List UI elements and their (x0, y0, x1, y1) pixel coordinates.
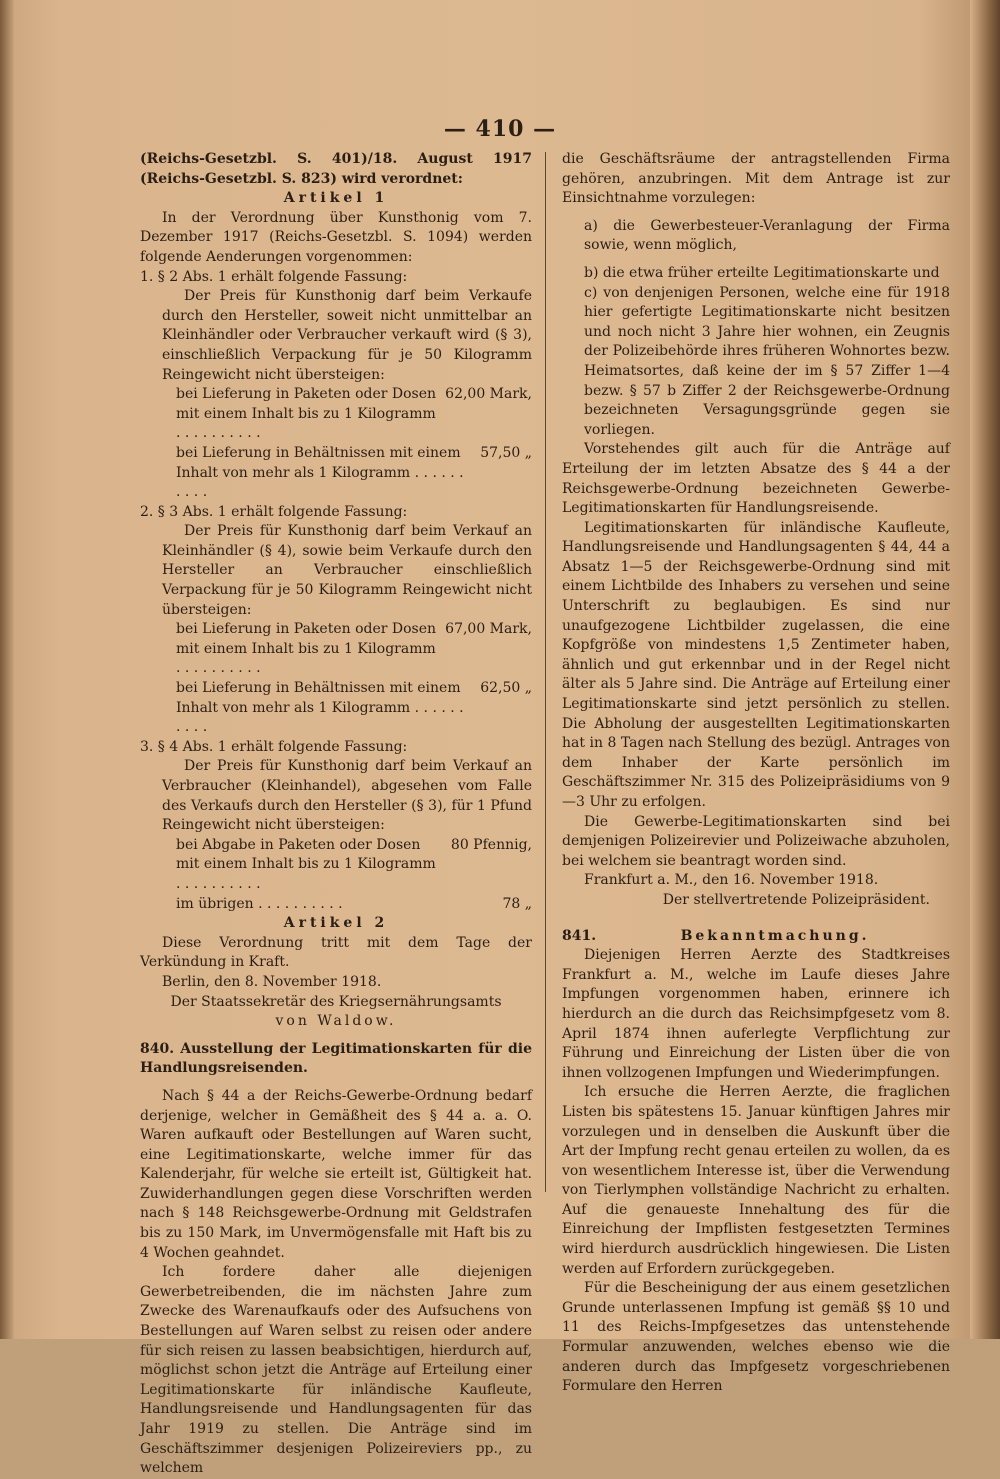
artikel-1-heading: Artikel 1 (283, 190, 389, 207)
price-row-value: 57,50 „ (480, 444, 532, 461)
artikel-1-text: In der Verordnung über Kunsthonig vom 7. Dezember 1917 (Reichs-Gesetzbl. S. 1094) werden folgende Aenderungen vorgenommen: (140, 209, 532, 265)
signer: Der stellvertretende Polizeipräsident. (662, 891, 930, 908)
paragraph-gewerbe: Die Gewerbe-Legitimationskarten sind bei demjenigen Polizeirevier und Polizeiwache abzuholen, bei welchem sie beantragt worden sind. (562, 813, 950, 869)
column-divider (545, 152, 546, 1192)
book-binding-edge (0, 0, 14, 1339)
price-row-value: 62,00 Mark, (445, 386, 532, 403)
list-item-c: c) von denjenigen Personen, welche eine für 1918 hier gefertigte Legitimationskarte nicht besitzen und noch nicht 3 Jahre hier wohnen, ein Zeugnis der Polizeibehörde ihres früheren Wohnortes bezw. Heimatsortes, daß keine der im § 57 Ziffer 1—4 bezw. § 57 b Ziffer 2 der Reichsgewerbe-Ordnung bezeichneten Versagungsgründe gegen sie vorliegen. (584, 284, 950, 438)
continuation-text: die Geschäftsräume der antragstellenden Firma gehören, anzubringen. Mit dem Antrage ist zur Einsichtnahme vorzulegen: (562, 151, 950, 207)
paragraph-legitimationskarten: Legitimationskarten für inländische Kaufleute, Handlungsreisende und Handlungsagenten § 44, 44 a Absatz 1—5 der Reichsgewerbe-Ordnung sind mit einem Lichtbilde des Inhabers zu versehen und seine Unterschrift zu beglaubigen. Es sind nur unaufgezogene Lichtbilder zugelassen, die eine Kopfgröße von mindestens 1,5 Zentimeter haben, ähnlich und gut erkennbar und in der Regel nicht älter als 5 Jahre sind. Die Anträge auf Erteilung einer Legitimationskarte sind jetzt persönlich zu stellen. Die Abholung der ausgestellten Legitimationskarten hat in 8 Tagen nach Stellung des bezügl. Antrages von dem Inhaber der Karte persönlich im Geschäftszimmer Nr. 315 des Polizeipräsidiums von 9—3 Uhr zu erfolgen. (562, 519, 950, 810)
item-841-paragraph: Für die Bescheinigung der aus einem gesetzlichen Grunde unterlassenen Impfung ist gemäß §§ 10 und 11 des Reichs-Impfgesetzes das untenstehende Formular anzuwenden, welches ebenso wie die anderen durch das Impfgesetz vorgeschriebenen Formulare den Herren (562, 1280, 950, 1395)
item-840-title: 840. Ausstellung der Legitimationskarten für die Handlungsreisenden. (140, 1040, 532, 1077)
price-row-label: bei Lieferung in Behältnissen mit einem Inhalt von mehr als 1 Kilogramm . . . . . . . . . . (176, 680, 464, 736)
intro-text: (Reichs-Gesetzbl. S. 401)/18. August 1917 (Reichs-Gesetzbl. S. 823) wird verordnet: (140, 151, 532, 187)
artikel-2-heading: Artikel 2 (283, 915, 389, 932)
item-840-paragraph: Ich fordere daher alle diejenigen Gewerbetreibenden, die im nächsten Jahre zum Zwecke des Warenaufkaufs oder des Aufsuchens von Bestellungen auf Waren selbst zu reisen oder andere für sich reisen zu lassen beabsichtigen, hierdurch auf, möglichst schon jetzt die Anträge auf Erteilung einer Legitimationskarte für inländische Kaufleute, Handlungsreisende und Handlungsagenten für das Jahr 1919 zu stellen. Die Anträge sind im Geschäftszimmer desjenigen Polizeireviers pp., zu welchem (140, 1264, 532, 1477)
price-row-value: 78 „ (502, 895, 532, 912)
price-row (140, 679, 532, 738)
price-row-value: 80 Pfennig, (450, 836, 532, 853)
price-row-label: bei Lieferung in Paketen oder Dosen mit einem Inhalt bis zu 1 Kilogramm . . . . . . . . . . (176, 621, 437, 677)
page-stack-edge (970, 0, 1000, 1339)
paragraph-3-text: Der Preis für Kunsthonig darf beim Verkauf an Verbraucher (Kleinhandel), abgesehen vom Falle des Verkaufs durch den Hersteller (§ 3), für 1 Pfund Reingewicht nicht übersteigen: (162, 758, 532, 834)
paragraph-1-head: 1. § 2 Abs. 1 erhält folgende Fassung: (140, 268, 408, 285)
price-row-value: 67,00 Mark, (445, 621, 532, 638)
left-column (140, 150, 532, 1479)
signer-title: Der Staatssekretär des Kriegsernährungsamts (170, 993, 502, 1010)
list-item-b: b) die etwa früher erteilte Legitimationskarte und (584, 264, 940, 281)
price-row (140, 836, 532, 895)
artikel-2-text: Diese Verordnung tritt mit dem Tage der Verkündung in Kraft. (140, 934, 532, 971)
price-row (140, 385, 532, 444)
price-row (140, 444, 532, 503)
place-date: Berlin, den 8. November 1918. (162, 973, 382, 990)
paragraph-vorstehendes: Vorstehendes gilt auch für die Anträge auf Erteilung der im letzten Absatze des § 44 a der Reichsgewerbe-Ordnung bezeichneten Gewerbe-Legitimationskarten für Handlungsreisende. (562, 441, 950, 517)
paragraph-2-head: 2. § 3 Abs. 1 erhält folgende Fassung: (140, 503, 408, 520)
right-column (562, 150, 950, 1397)
price-row-value: 62,50 „ (480, 680, 532, 697)
paragraph-3-head: 3. § 4 Abs. 1 erhält folgende Fassung: (140, 738, 408, 755)
signer-name: von Waldow. (275, 1013, 397, 1030)
item-841-number: 841. (562, 927, 597, 944)
list-item-a: a) die Gewerbesteuer-Veranlagung der Firma sowie, wenn möglich, (584, 217, 950, 254)
price-row (140, 620, 532, 679)
item-841-paragraph: Ich ersuche die Herren Aerzte, die fraglichen Listen bis spätestens 15. Januar künftigen Jahres mir vorzulegen und in denselben die Auskunft über die Art der Impfung recht genau erteilen zu wollen, da es von wesentlichem Interesse ist, über die Verwendung von Tierlymphen vollständige Nachricht zu erhalten. Auf die genaueste Innehaltung des für die Einreichung der Impflisten festgesetzten Termines wird hierdurch ausdrücklich hingewiesen. Die Listen werden auf Erfordern zurückgegeben. (562, 1084, 950, 1277)
price-row-label: bei Lieferung in Behältnissen mit einem Inhalt von mehr als 1 Kilogramm . . . . . . . . . . (176, 444, 464, 501)
paragraph-2-text: Der Preis für Kunsthonig darf beim Verkauf an Kleinhändler (§ 4), sowie beim Verkaufe durch den Hersteller an Verbraucher einschließlich Verpackung für je 50 Kilogramm Reingewicht nicht übersteigen: (162, 523, 532, 618)
page-number: — 410 — (443, 116, 557, 142)
price-row-label: bei Abgabe in Paketen oder Dosen mit einem Inhalt bis zu 1 Kilogramm . . . . . . . . . . (176, 836, 436, 892)
price-row (140, 895, 532, 915)
item-841-heading (562, 927, 950, 947)
item-840-paragraph: Nach § 44 a der Reichs-Gewerbe-Ordnung bedarf derjenige, welcher in Gemäßheit des § 44 a. a. O. Waren aufkauft oder Bestellungen auf Waren sucht, eine Legitimationskarte, welche immer für das Kalenderjahr, für welche sie erteilt ist, Gültigkeit hat. Zuwiderhandlungen gegen diese Vorschriften werden nach § 148 Reichsgewerbe-Ordnung mit Geldstrafen bis zu 150 Mark, im Unvermögensfalle mit Haft bis zu 4 Wochen geahndet. (140, 1087, 532, 1261)
price-row-label: bei Lieferung in Paketen oder Dosen mit einem Inhalt bis zu 1 Kilogramm . . . . . . . . . . (176, 386, 437, 442)
item-841-paragraph: Diejenigen Herren Aerzte des Stadtkreises Frankfurt a. M., welche im Laufe dieses Jahre Impfungen vorgenommen haben, erinnere ich hierdurch an die durch das Reichsimpfgesetz vom 8. April 1874 ihnen auferlegte Verpflichtung zur Führung und Einreichung der Listen über die von ihnen vollzogenen Impfungen und Wiederimpfungen. (562, 947, 950, 1081)
price-row-label: im übrigen . . . . . . . . . . (176, 895, 343, 912)
paragraph-1-text: Der Preis für Kunsthonig darf beim Verkaufe durch den Hersteller, soweit nicht unmittelbar an Kleinhändler oder Verbraucher verkauft wird (§ 3), einschließlich Verpackung für je 50 Kilogramm Reingewicht nicht übersteigen: (162, 288, 532, 383)
item-841-title: Bekanntmachung. (680, 927, 870, 944)
place-date: Frankfurt a. M., den 16. November 1918. (584, 872, 879, 889)
